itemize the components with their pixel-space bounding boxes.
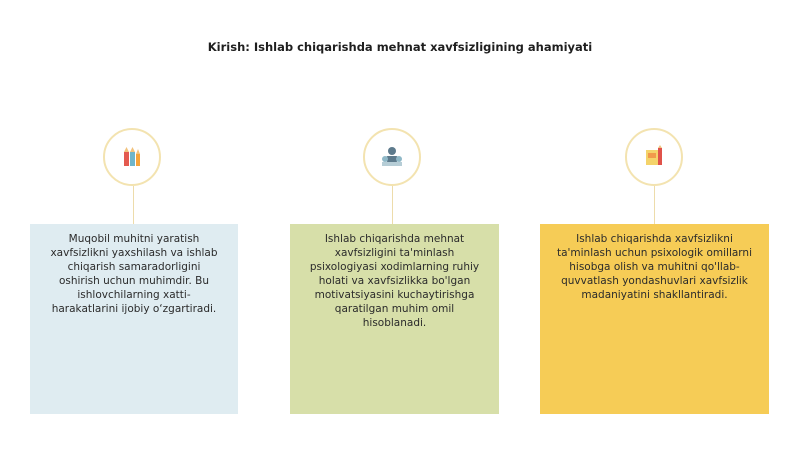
team-icon bbox=[363, 128, 421, 186]
connector-line bbox=[133, 186, 134, 224]
card-1-text: Muqobil muhitni yaratish xavfsizlikni yaxshilash va ishlab chiqarish samaradorligini oshirish uchun muhimdir. Bu ishlovchilarning xatti-harakatlarini ijobiy o‘zgartiradi. bbox=[50, 233, 218, 315]
card-3-text: Ishlab chiqarishda xavfsizlikni ta'minlash uchun psixologik omillarni hisobga olish va muhitni qo'llab-quvvatlash yondashuvlari xavfsizlik madaniyatini shakllantiradi. bbox=[556, 233, 753, 301]
connector-line bbox=[392, 186, 393, 224]
pencils-icon bbox=[103, 128, 161, 186]
connector-line bbox=[654, 186, 655, 224]
paint-tools-icon bbox=[625, 128, 683, 186]
card-2-text: Ishlab chiqarishda mehnat xavfsizligini ta'minlash psixologiyasi xodimlarning ruhiy holati va xavfsizlikka bo'lgan motivatsiyasini kuchaytirishga qaratilgan muhim omil hisoblanadi. bbox=[309, 233, 480, 329]
card-1 bbox=[30, 224, 238, 414]
card-3 bbox=[540, 224, 769, 414]
slide-title: Kirish: Ishlab chiqarishda mehnat xavfsizligining ahamiyati bbox=[207, 40, 593, 54]
card-2 bbox=[290, 224, 499, 414]
